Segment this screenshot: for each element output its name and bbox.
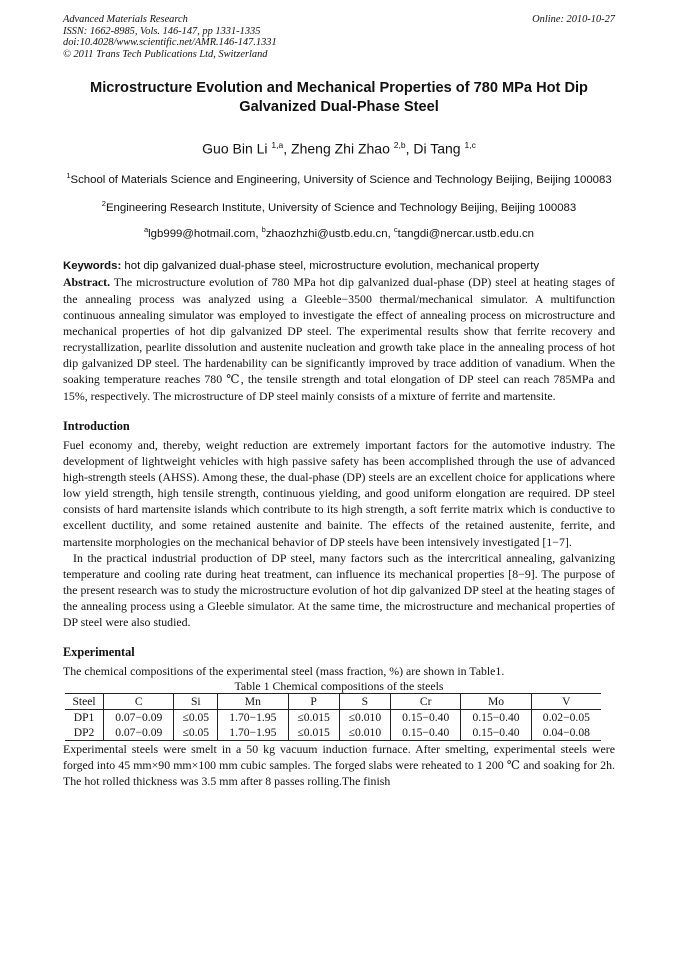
table-row bbox=[65, 709, 601, 725]
journal-name: Advanced Materials Research bbox=[63, 14, 188, 25]
table-cell: 0.02−0.05 bbox=[531, 709, 601, 725]
table-cell: 0.07−0.09 bbox=[104, 725, 174, 741]
author-3-sup: 1,c bbox=[464, 140, 476, 151]
composition-table bbox=[65, 693, 601, 741]
table-cell: 0.07−0.09 bbox=[104, 709, 174, 725]
paper-title: Microstructure Evolution and Mechanical Properties of 780 MPa Hot Dip Galvanized Dual-Phase Steel bbox=[90, 80, 588, 116]
doi-line[interactable]: doi:10.4028/www.scientific.net/AMR.146-147.1331 bbox=[63, 37, 277, 49]
email-list bbox=[63, 222, 615, 242]
affiliation-2-sup: 2 bbox=[101, 198, 106, 208]
header-cell: V bbox=[531, 693, 601, 709]
table-cell: 0.15−0.40 bbox=[391, 709, 461, 725]
introduction-heading: Introduction bbox=[63, 418, 130, 433]
table-cell: ≤0.010 bbox=[339, 725, 390, 741]
table-cell: 0.15−0.40 bbox=[391, 725, 461, 741]
table-row bbox=[65, 725, 601, 741]
author-1: Guo Bin Li bbox=[202, 141, 272, 158]
table-header-row bbox=[65, 693, 601, 709]
header-cell: Mn bbox=[218, 693, 288, 709]
table-cell: DP2 bbox=[73, 725, 95, 739]
header-cell: S bbox=[339, 693, 390, 709]
introduction-paragraph-1: Fuel economy and, thereby, weight reduction are extremely important factors for the automotive industry. The development of lightweight vehicles with high passive safety has been accomplished through the use of advanced high-strength steels (AHSS). Among these, the dual-phase (DP) steels are an excellent choice for applications where low yield strength, high tensile strength, continuous yielding, and good uniform elongation are required. DP steel consists of hard martensite islands which contribute to its high strength, a soft ferrite matrix which is conductive to excellent ductility, and some retained austenite and bainite. The effects of the retained austenite, ferrite, and martensite morphologies on the mechanical behavior of DP steels have been intensively investigated [1−7]. bbox=[63, 437, 615, 549]
affiliation-1-text: School of Materials Science and Engineering, University of Science and Technology Beijing, Beijing 100083 bbox=[70, 173, 612, 186]
affiliation-1 bbox=[63, 168, 615, 188]
keywords-label: Keywords: bbox=[63, 260, 122, 273]
table-cell: ≤0.05 bbox=[174, 709, 218, 725]
header-cell: Cr bbox=[391, 693, 461, 709]
header-cell: Mo bbox=[461, 693, 531, 709]
issn-line: ISSN: 1662-8985, Vols. 146-147, pp 1331-1335 bbox=[63, 25, 261, 37]
table-cell: 1.70−1.95 bbox=[218, 709, 288, 725]
author-2: , Zheng Zhi Zhao bbox=[283, 141, 394, 158]
affiliation-2-text: Engineering Research Institute, University of Science and Technology Beijing, Beijing 100083 bbox=[105, 201, 577, 214]
table-caption: Table 1 Chemical compositions of the steels bbox=[234, 678, 444, 693]
table-cell: 1.70−1.95 bbox=[218, 725, 288, 741]
copyright-line: © 2011 Trans Tech Publications Ltd, Switzerland bbox=[63, 48, 268, 60]
email-b[interactable]: zhaozhzhi@ustb.edu.cn, bbox=[265, 227, 394, 240]
table-cell: ≤0.010 bbox=[339, 709, 390, 725]
table-cell: 0.04−0.08 bbox=[531, 725, 601, 741]
keywords bbox=[63, 259, 615, 274]
header-cell: P bbox=[288, 693, 339, 709]
journal-info bbox=[63, 14, 277, 60]
keywords-text: hot dip galvanized dual-phase steel, microstructure evolution, mechanical property bbox=[121, 260, 540, 273]
affiliation-1-sup: 1 bbox=[66, 171, 71, 181]
experimental-heading: Experimental bbox=[63, 644, 135, 659]
table-cell: 0.15−0.40 bbox=[461, 709, 531, 725]
introduction-paragraph-2: In the practical industrial production of DP steel, many factors such as the intercritical annealing, galvanizing temperature and cooling rate during heat treatment, can influence its mechanical properties [8−9]. The purpose of the present research was to study the microstructure evolution of hot dip galvanized DP steel at the heating stages of the annealing process using a Gleeble simulator. At the same time, the microstructure and mechanical properties of DP steel were also studied. bbox=[63, 550, 615, 630]
paper-page bbox=[63, 14, 615, 789]
table-cell: ≤0.015 bbox=[288, 709, 339, 725]
email-b-sup: b bbox=[261, 224, 266, 234]
header-cell: Si bbox=[174, 693, 218, 709]
author-1-sup: 1,a bbox=[271, 140, 284, 151]
abstract-text: The microstructure evolution of 780 MPa hot dip galvanized dual-phase (DP) steel at heating stages of the annealing process was analyzed using a Gleeble−3500 thermal/mechanical simulator. A multifunction continuous annealing simulator was employed to investigate the effect of annealing process on microstructure and mechanical properties of hot dip galvanized DP steel. The experimental results show that ferrite recovery and recrystallization, pearlite dissolution and austenite nucleation and growth take place in the annealing process of hot dip galvanized DP steel. The hardenability can be significantly improved by trace addition of vanadium. When the soaking temperature reaches 780 ℃, the tensile strength and total elongation of DP steel can reach 785MPa and 15%, respectively. The microstructure of DP steel mainly consists of a mixture of ferrite and martensite. bbox=[63, 275, 615, 403]
table-cell: ≤0.05 bbox=[174, 725, 218, 741]
experimental-paragraph-1: The chemical compositions of the experimental steel (mass fraction, %) are shown in Table1. bbox=[63, 663, 505, 678]
email-a-sup: a bbox=[143, 224, 149, 234]
abstract-label: Abstract. bbox=[63, 275, 111, 290]
header-cell: Steel bbox=[72, 694, 96, 708]
abstract bbox=[63, 274, 615, 403]
author-3: , Di Tang bbox=[405, 141, 465, 158]
experimental-paragraph-2: Experimental steels were smelt in a 50 kg vacuum induction furnace. After smelting, experimental steels were forged into 45 mm×90 mm×100 mm cubic samples. The forged slabs were reheated to 1 200 ℃ and soaking for 2h. The hot rolled thickness was 3.5 mm after 8 passes rolling.The finish bbox=[63, 741, 615, 789]
email-c[interactable]: tangdi@nercar.ustb.edu.cn bbox=[397, 227, 534, 240]
table-cell: ≤0.015 bbox=[288, 725, 339, 741]
email-c-sup: c bbox=[393, 224, 398, 234]
table-cell: DP1 bbox=[73, 710, 95, 724]
online-date: Online: 2010-10-27 bbox=[532, 14, 615, 25]
email-a[interactable]: lgb999@hotmail.com, bbox=[148, 227, 262, 240]
author-list bbox=[63, 135, 615, 159]
affiliation-2 bbox=[63, 196, 615, 216]
running-header bbox=[63, 14, 615, 60]
table-cell: 0.15−0.40 bbox=[461, 725, 531, 741]
header-cell: C bbox=[104, 693, 174, 709]
author-2-sup: 2,b bbox=[393, 140, 406, 151]
